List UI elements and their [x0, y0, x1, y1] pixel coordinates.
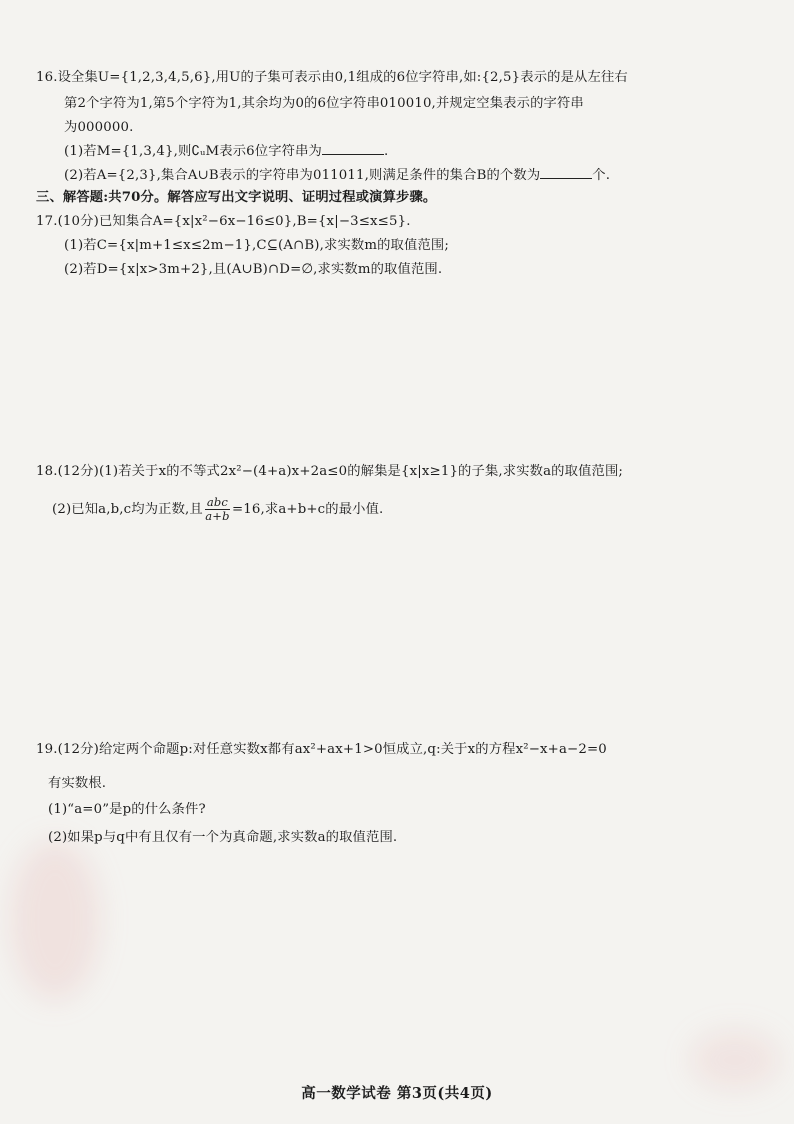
fraction-denominator: a+b [205, 509, 230, 523]
q17-line-1: 17.(10分)已知集合A={x|x²−6x−16≤0},B={x|−3≤x≤5}. [36, 214, 411, 229]
q16-part-1 [64, 140, 388, 162]
q16-line-1: 16.设全集U={1,2,3,4,5,6},用U的子集可表示由0,1组成的6位字符串,如:{2,5}表示的是从左往右 [36, 70, 628, 85]
q17-part-2: (2)若D={x|x>3m+2},且(A∪B)∩D=∅,求实数m的取值范围. [64, 262, 443, 277]
q16-line-2: 第2个字符为1,第5个字符为1,其余均为0的6位字符串010010,并规定空集表示的字符串 [64, 96, 584, 111]
q16-part-2-end: 个. [592, 168, 611, 183]
q19-line-1: 19.(12分)给定两个命题p:对任意实数x都有ax²+ax+1>0恒成立,q:关于x的方程x²−x+a−2=0 [36, 742, 607, 757]
scan-stain [10, 840, 100, 1000]
answer-blank [322, 140, 384, 155]
q19-part-2: (2)如果p与q中有且仅有一个为真命题,求实数a的取值范围. [48, 830, 398, 845]
q18-part-2 [52, 496, 383, 524]
q17-part-1: (1)若C={x|m+1≤x≤2m−1},C⊆(A∩B),求实数m的取值范围; [64, 238, 449, 253]
q16-part-2-text: (2)若A={2,3},集合A∪B表示的字符串为011011,则满足条件的集合B的个数为 [64, 168, 541, 183]
q19-part-1: (1)“a=0”是p的什么条件? [48, 802, 206, 817]
q18-part-2-text-b: =16,求a+b+c的最小值. [232, 502, 384, 517]
page-footer: 高一数学试卷 第3页(共4页) [301, 1085, 493, 1102]
q18-part-2-text-a: (2)已知a,b,c均为正数,且 [52, 502, 203, 517]
q16-part-2 [64, 164, 610, 186]
q19-line-2: 有实数根. [48, 776, 107, 791]
q16-line-3: 为000000. [64, 120, 134, 135]
fraction [205, 496, 230, 523]
fraction-numerator: abc [206, 495, 228, 509]
scan-stain [690, 1030, 780, 1090]
q18-line-1: 18.(12分)(1)若关于x的不等式2x²−(4+a)x+2a≤0的解集是{x|x≥1}的子集,求实数a的取值范围; [36, 464, 624, 479]
answer-blank [540, 164, 592, 179]
q16-part-1-text: (1)若M={1,3,4},则∁ᵤM表示6位字符串为 [64, 144, 322, 159]
section-3-heading: 三、解答题:共70分。解答应写出文字说明、证明过程或演算步骤。 [36, 190, 437, 205]
q16-part-1-end: . [383, 144, 389, 159]
